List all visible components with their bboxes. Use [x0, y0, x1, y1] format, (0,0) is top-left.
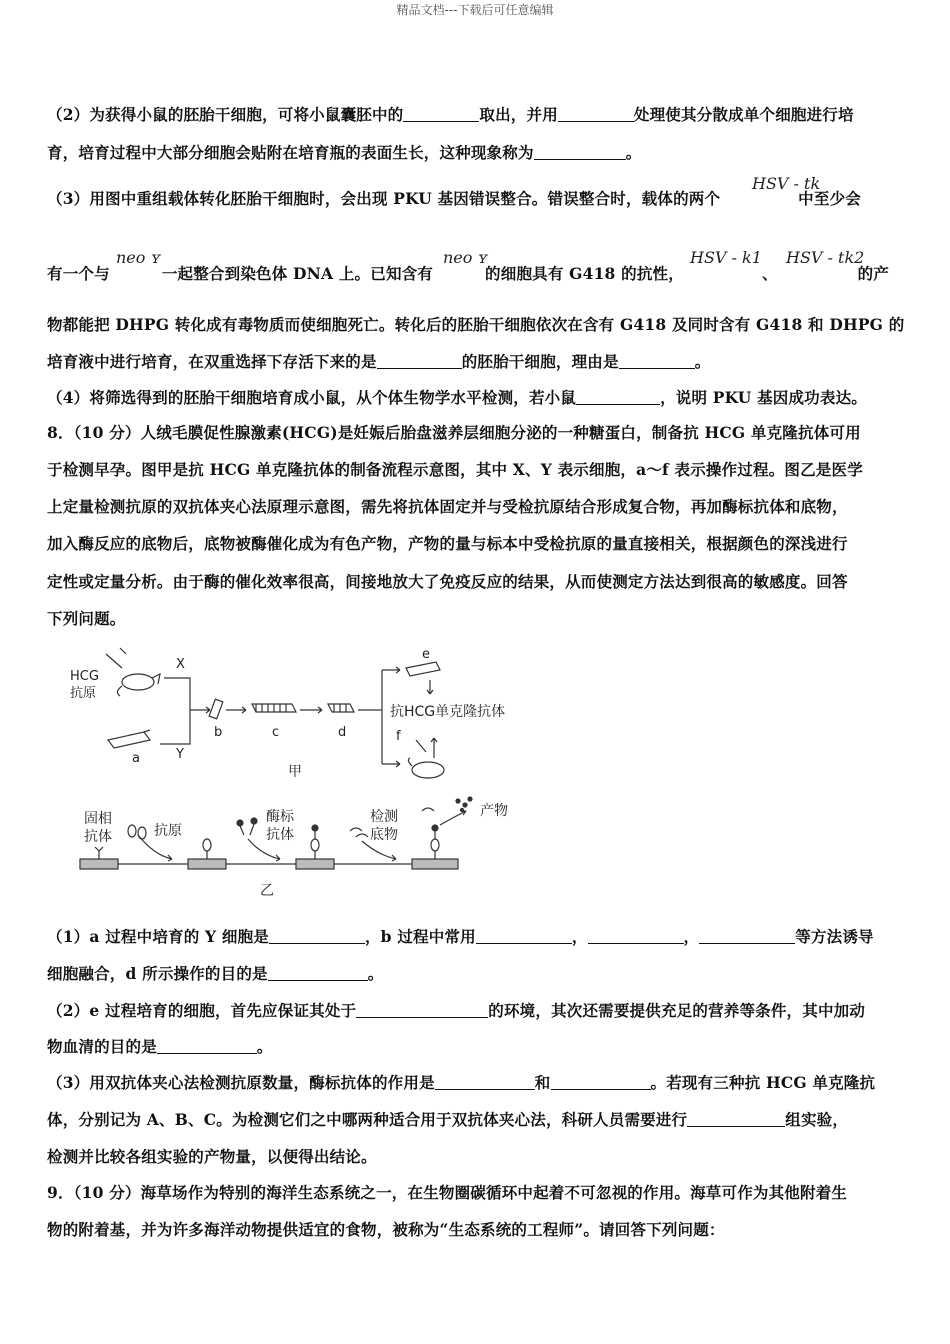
fig-label-antigen: 抗原	[154, 823, 182, 839]
math-hsv-tk: HSV - tk	[752, 174, 821, 193]
text: 。	[367, 964, 384, 983]
text: （1）a 过程中培育的 Y 细胞是	[47, 927, 269, 946]
fig-label-x: X	[176, 657, 185, 672]
text: 。若现有三种抗 HCG 单克隆抗	[650, 1073, 876, 1092]
q8-sub2-line-1	[47, 999, 865, 1021]
fig-label-enzyme-1: 酶标	[266, 809, 294, 825]
text: 体，分别记为 A、B、C。为检测它们之中哪两种适合用于双抗体夹心法，科研人员需要进行	[47, 1110, 688, 1129]
q7-line-2	[47, 103, 854, 125]
text: ，	[683, 927, 700, 946]
tube-icon	[209, 699, 223, 719]
answer-blank[interactable]	[269, 928, 365, 945]
text: （4）将筛选得到的胚胎干细胞培育成小鼠，从个体生物学水平检测，若小鼠	[47, 388, 577, 407]
fixed-antibody-icon	[95, 847, 103, 859]
fig-label-d: d	[338, 725, 347, 740]
text: （3）用双抗体夹心法检测抗原数量，酶标抗体的作用是	[47, 1073, 435, 1092]
answer-blank[interactable]	[356, 1002, 488, 1019]
fig-label-e: e	[422, 647, 430, 662]
q8-sub3-line-3: 检测并比较各组实验的产物量，以便得出结论。	[47, 1147, 377, 1166]
mouse-f-icon	[412, 762, 444, 778]
q7-line-7	[47, 350, 710, 372]
answer-blank[interactable]	[534, 144, 626, 161]
fig-label-a: a	[132, 751, 140, 766]
text: ，b 过程中常用	[364, 927, 476, 946]
culture-flask-icon	[108, 732, 150, 748]
solid-phase-1	[80, 859, 118, 869]
text: ，	[571, 927, 588, 946]
q9-line-1: 9．（10 分）海草场作为特别的海洋生态系统之一，在生物圈碳循环中起着不可忽视的作用。海草可作为其他附着生	[47, 1183, 848, 1202]
fig-label-fixed-1: 固相	[84, 811, 112, 827]
math-neo-2: neo ʏ	[443, 248, 488, 267]
answer-blank[interactable]	[268, 965, 368, 982]
text: 的胚胎干细胞，理由是	[461, 352, 619, 371]
q9-line-2: 物的附着基，并为许多海洋动物提供适宜的食物，被称为“生态系统的工程师”。请回答下列问题：	[47, 1220, 725, 1239]
text: 。	[694, 352, 711, 371]
text: 取出，并用	[479, 105, 558, 124]
text: 的产	[857, 264, 890, 283]
text: 物血清的目的是	[47, 1037, 157, 1056]
text: 育，培育过程中大部分细胞会贴附在培育瓶的表面生长，这种现象称为	[47, 143, 534, 162]
q8-line-5: 定性或定量分析。由于酶的催化效率很高，间接地放大了免疫反应的结果，从而使测定方法达到很高的敏感度。回答	[47, 572, 848, 591]
fig-label-mab: 抗HCG单克隆抗体	[390, 704, 506, 720]
text: 培育液中进行培育，在双重选择下存活下来的是	[47, 352, 377, 371]
q7-line-3	[47, 141, 641, 163]
fig-label-b: b	[214, 725, 223, 740]
text: 等方法诱导	[795, 927, 874, 946]
text: 。	[625, 143, 642, 162]
fig-label-antigen: 抗原	[70, 686, 97, 701]
text: 一起整合到染色体 DNA 上。已知含有	[161, 264, 434, 283]
q8-sub3-line-1	[47, 1071, 875, 1093]
text: ，说明 PKU 基因成功表达。	[660, 388, 867, 407]
text: 和	[534, 1073, 551, 1092]
fig-label-c: c	[272, 725, 280, 740]
text: 、	[761, 264, 778, 283]
q7-line-6: 物都能把 DHPG 转化成有毒物质而使细胞死亡。转化后的胚胎干细胞依次在含有 G418 及同时含有 G418 和 DHPG 的	[47, 315, 905, 334]
culture-plate-small-icon	[328, 704, 354, 712]
fig-label-detect-1: 检测	[370, 809, 398, 825]
q7-line-8	[47, 386, 867, 408]
math-hsv-tk2: HSV - tk2	[786, 248, 865, 267]
answer-blank[interactable]	[476, 928, 572, 945]
culture-flask-e-icon	[406, 662, 440, 676]
answer-blank[interactable]	[699, 928, 795, 945]
q7-line-4	[47, 187, 861, 209]
fig-label-hcg: HCG	[70, 669, 99, 684]
q8-sub2-line-2	[47, 1035, 273, 1057]
answer-blank[interactable]	[377, 353, 462, 370]
fig-label-fixed-2: 抗体	[84, 829, 112, 845]
solid-phase-3	[296, 859, 334, 869]
text: （2）为获得小鼠的胚胎干细胞，可将小鼠囊胚中的	[47, 105, 404, 124]
text: 的细胞具有 G418 的抗性，	[485, 264, 684, 283]
answer-blank[interactable]	[576, 389, 660, 406]
fig-label-product: 产物	[480, 803, 508, 819]
mouse-icon	[122, 674, 154, 690]
answer-blank[interactable]	[619, 353, 695, 370]
text: 细胞融合，d 所示操作的目的是	[47, 964, 268, 983]
enzyme-labeled-antibody-icon	[237, 820, 243, 826]
q8-line-4: 加入酶反应的底物后，底物被酶催化成为有色产物，产物的量与标本中受检抗原的量直接相关，根据颜色的深浅进行	[47, 534, 848, 553]
text: 组实验，	[785, 1110, 849, 1129]
answer-blank[interactable]	[551, 1074, 651, 1091]
math-hsv-tk1: HSV - k1	[690, 248, 762, 267]
text: 中至少会	[798, 189, 861, 208]
antigen-icon	[128, 825, 136, 837]
q8-line-2: 于检测早孕。图甲是抗 HCG 单克隆抗体的制备流程示意图，其中 X、Y 表示细胞，a～f 表示操作过程。图乙是医学	[47, 460, 863, 479]
answer-blank[interactable]	[403, 106, 479, 123]
solid-phase-2	[188, 859, 226, 869]
fig-caption-jia: 甲	[288, 764, 302, 780]
substrate-icon	[350, 828, 368, 837]
q8-sub1-line-2	[47, 962, 383, 984]
text: 有一个与	[47, 264, 110, 283]
answer-blank[interactable]	[588, 928, 684, 945]
q8-line-6: 下列问题。	[47, 609, 126, 628]
syringe-icon	[106, 654, 122, 668]
answer-blank[interactable]	[435, 1074, 535, 1091]
product-icon	[456, 799, 460, 803]
fig-label-y: Y	[176, 747, 184, 762]
answer-blank[interactable]	[157, 1038, 257, 1055]
figure-jia	[60, 640, 540, 790]
fig-label-detect-2: 底物	[370, 827, 398, 843]
fig-label-f: f	[396, 729, 401, 744]
q8-line-3: 上定量检测抗原的双抗体夹心法原理示意图，需先将抗体固定并与受检抗原结合形成复合物，再加酶标抗体和底物，	[47, 497, 848, 516]
figure-yi	[70, 795, 530, 900]
q8-line-1: 8．（10 分）人绒毛膜促性腺激素(HCG)是妊娠后胎盘滋养层细胞分泌的一种糖蛋白，制备抗 HCG 单克隆抗体可用	[47, 423, 861, 442]
text: （2）e 过程培育的细胞，首先应保证其处于	[47, 1001, 357, 1020]
q8-sub1-line-1	[47, 925, 874, 947]
math-neo-1: neo ʏ	[116, 248, 161, 267]
q7-line-5	[47, 262, 903, 284]
text: 。	[256, 1037, 273, 1056]
page-header: 精品文档---下载后可任意编辑	[396, 3, 554, 17]
solid-phase-4	[412, 859, 458, 869]
text: 的环境，其次还需要提供充足的营养等条件，其中加动	[488, 1001, 866, 1020]
q8-sub3-line-2	[47, 1108, 848, 1130]
answer-blank[interactable]	[687, 1111, 785, 1128]
text: 处理使其分散成单个细胞进行培	[633, 105, 854, 124]
fig-caption-yi: 乙	[260, 883, 274, 899]
answer-blank[interactable]	[558, 106, 634, 123]
fig-label-enzyme-2: 抗体	[266, 827, 294, 843]
text: （3）用图中重组载体转化胚胎干细胞时，会出现 PKU 基因错误整合。错误整合时，载体的两个	[47, 189, 721, 208]
